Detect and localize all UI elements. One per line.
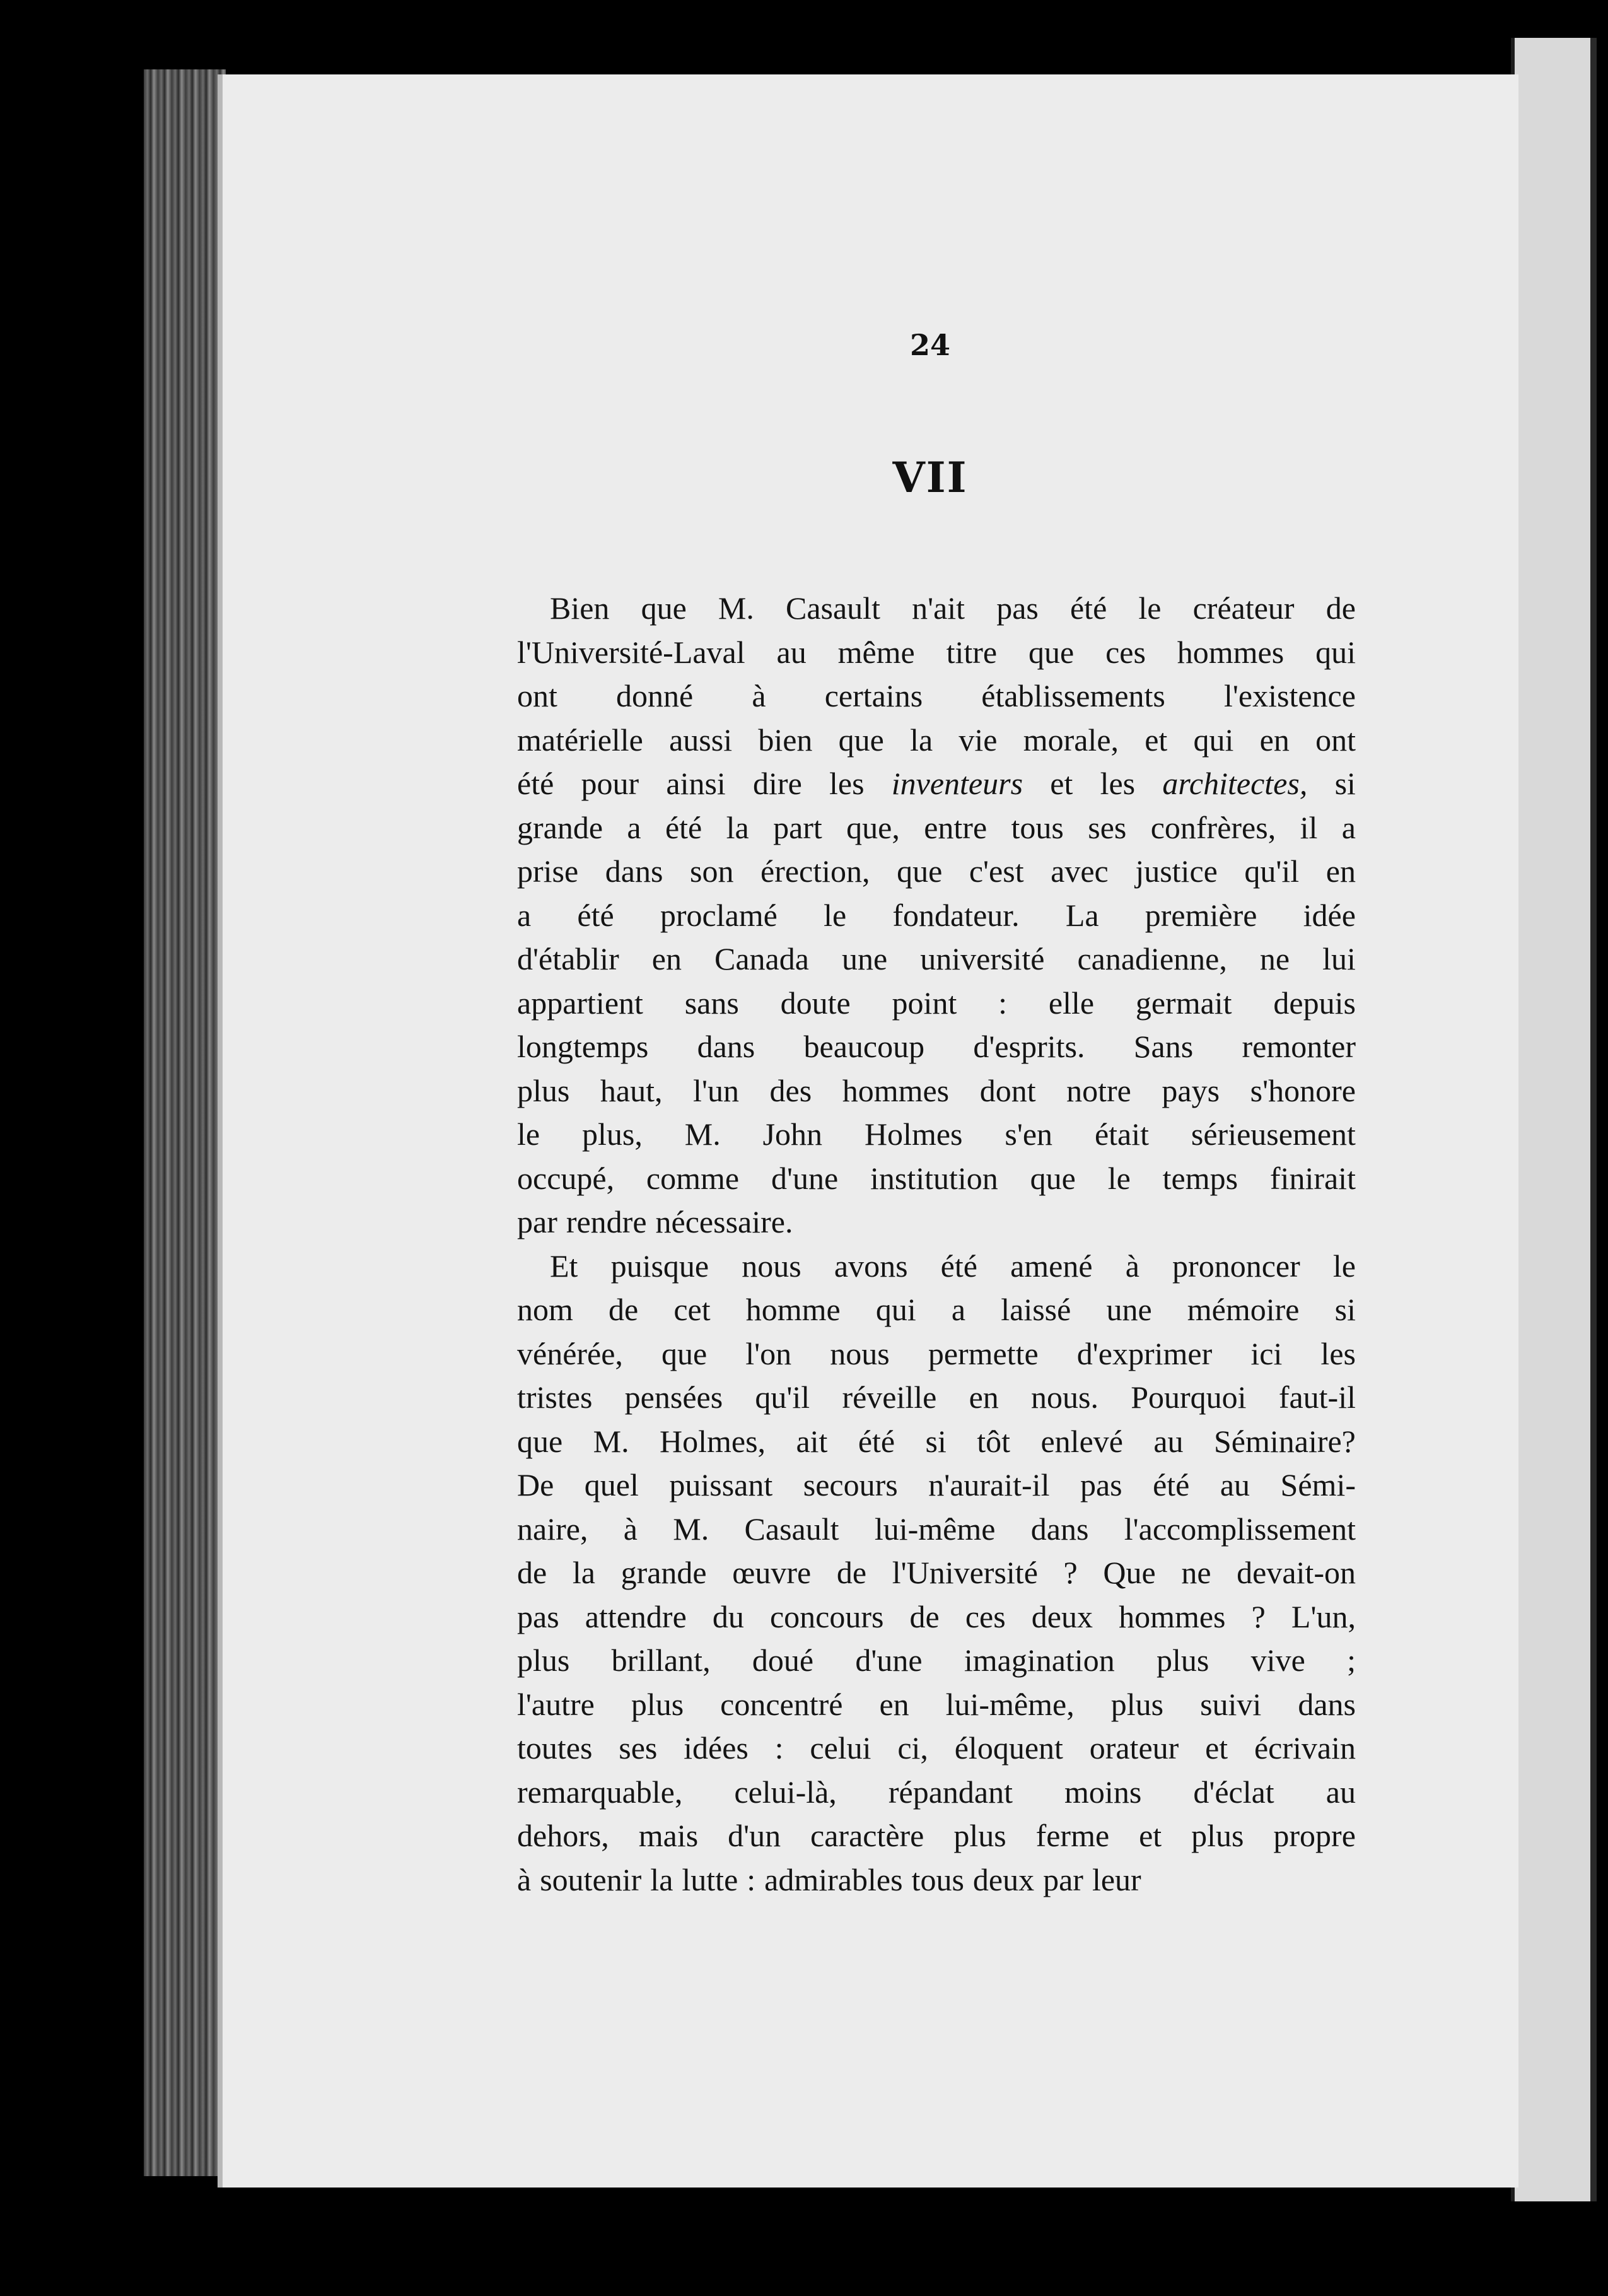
word: ont (517, 678, 557, 713)
word: avec (1051, 853, 1109, 889)
text-line (517, 1025, 1356, 1069)
word: Séminaire? (1213, 1423, 1356, 1459)
word: était (1094, 1116, 1150, 1152)
word: sans (684, 985, 739, 1021)
word: Sémi- (1280, 1467, 1356, 1502)
word: Sans (1133, 1029, 1194, 1064)
word: proclamé (660, 897, 778, 933)
text-line (517, 1113, 1356, 1157)
text-line (517, 1069, 1356, 1113)
text-line (517, 1288, 1356, 1332)
word: dehors, (517, 1818, 609, 1853)
paragraph (517, 1245, 1356, 1902)
word: en (969, 1379, 999, 1415)
word: devait-on (1237, 1555, 1356, 1590)
word: de (836, 1555, 867, 1590)
word: hommes (1177, 634, 1285, 670)
word: à (517, 1861, 532, 1897)
word: permette (928, 1335, 1039, 1371)
word: que (517, 1423, 563, 1459)
word: le (824, 897, 847, 933)
word: tous (911, 1861, 964, 1897)
word: Holmes (864, 1116, 963, 1152)
word: enlevé (1040, 1423, 1123, 1459)
word: : (774, 1730, 784, 1766)
word: a (1341, 809, 1356, 845)
word: elle (1048, 985, 1095, 1021)
word: fondateur. (892, 897, 1020, 933)
word: lui-même, (945, 1686, 1075, 1722)
word: qui (875, 1292, 916, 1327)
word: naire, (517, 1511, 588, 1547)
word: plus (631, 1686, 684, 1722)
word: éloquent (954, 1730, 1063, 1766)
word: à (1125, 1248, 1139, 1284)
word: la (572, 1555, 595, 1590)
word: été (665, 809, 702, 845)
word: Holmes, (659, 1423, 766, 1459)
word: donné (616, 678, 694, 713)
word: notre (1066, 1072, 1131, 1108)
word: propre (1273, 1818, 1356, 1853)
word: attendre (585, 1598, 687, 1634)
text-line (517, 1726, 1356, 1771)
word: Canada (714, 941, 809, 976)
word: temps (1162, 1160, 1238, 1196)
word: ses (1088, 809, 1127, 845)
word: que (661, 1335, 708, 1371)
word: même (837, 634, 915, 670)
word: laissé (1001, 1292, 1071, 1327)
word: au (1153, 1423, 1184, 1459)
word: grande (517, 809, 603, 845)
word: établissements (981, 678, 1165, 713)
word: remarquable, (517, 1774, 683, 1810)
text-line (517, 674, 1356, 718)
word: dans (1030, 1511, 1089, 1547)
word: que (641, 590, 687, 626)
word: que (838, 722, 884, 758)
word: en (651, 941, 682, 976)
word: toutes (517, 1730, 593, 1766)
word: tous (1011, 809, 1064, 845)
text-line (517, 937, 1356, 981)
word: puissant (669, 1467, 773, 1502)
word: le (517, 1116, 540, 1152)
word: il (1300, 809, 1318, 845)
word: M. (673, 1511, 709, 1547)
word: dire (753, 766, 802, 801)
word: pas (996, 590, 1039, 626)
word: Bien (550, 590, 610, 626)
word: pas (517, 1598, 559, 1634)
word: qu'il (755, 1379, 810, 1415)
word: et (1050, 766, 1073, 801)
word: et (1145, 722, 1168, 758)
word: à (752, 678, 766, 713)
text-line (517, 850, 1356, 894)
word: doute (780, 985, 851, 1021)
word: deux (1031, 1598, 1093, 1634)
word: plus (953, 1818, 1006, 1853)
word: à (623, 1511, 638, 1547)
word: concentré (720, 1686, 843, 1722)
word: de (909, 1598, 940, 1634)
word: en (1259, 722, 1290, 758)
word: l'autre (517, 1686, 595, 1722)
word: La (1065, 897, 1099, 933)
word: Casault (744, 1511, 839, 1547)
body-text (517, 587, 1356, 1902)
text-line (517, 806, 1356, 850)
word: réveille (842, 1379, 937, 1415)
word: part (773, 809, 822, 845)
word: pays (1162, 1072, 1220, 1108)
word: plus, (581, 1116, 643, 1152)
text-line (517, 1332, 1356, 1376)
word: M. (593, 1423, 629, 1459)
word: qui (1193, 722, 1234, 758)
word: le (1107, 1160, 1131, 1196)
word: été (1069, 590, 1107, 626)
word: institution (870, 1160, 998, 1196)
word: si (1334, 1292, 1356, 1327)
word: L'un, (1291, 1598, 1356, 1634)
word: écrivain (1254, 1730, 1356, 1766)
word: l'on (745, 1335, 792, 1371)
word: qu'il (1244, 853, 1300, 889)
word: les (1100, 766, 1136, 801)
word: d'une (771, 1160, 839, 1196)
word: secours (803, 1467, 898, 1502)
word: homme (745, 1292, 841, 1327)
next-page-edge (1511, 38, 1597, 2201)
word: c'est (969, 853, 1024, 889)
word: université (920, 941, 1045, 976)
word: lutte (682, 1861, 738, 1897)
word: de (609, 1292, 639, 1327)
word: M. (684, 1116, 721, 1152)
word: dans (605, 853, 663, 889)
word: si (1334, 766, 1356, 801)
word: mémoire (1187, 1292, 1300, 1327)
word: d'exprimer (1076, 1335, 1213, 1371)
word: haut, (600, 1072, 663, 1108)
text-line (517, 894, 1356, 938)
text-line (517, 587, 1356, 631)
word: suivi (1200, 1686, 1262, 1722)
word: imagination (964, 1643, 1115, 1678)
word: dans (697, 1029, 755, 1064)
word: bien (758, 722, 813, 758)
word: hommes (842, 1072, 950, 1108)
word: inventeurs (891, 766, 1023, 801)
word: quel (584, 1467, 639, 1502)
word: l'existence (1224, 678, 1356, 713)
word: les (829, 766, 865, 801)
word: répandant (888, 1774, 1013, 1810)
word: orateur (1089, 1730, 1179, 1766)
word: ait (796, 1423, 828, 1459)
word: la (726, 809, 749, 845)
word: brillant, (611, 1643, 711, 1678)
word: confrères, (1150, 809, 1276, 845)
word: Casault (785, 590, 880, 626)
word: plus (517, 1072, 570, 1108)
text-line (517, 1683, 1356, 1727)
word: une (1106, 1292, 1152, 1327)
word: puisque (610, 1248, 709, 1284)
word: s'en (1005, 1116, 1053, 1152)
word: œuvre (732, 1555, 812, 1590)
word: canadienne, (1077, 941, 1227, 976)
word: faut-il (1278, 1379, 1356, 1415)
word: leur (1092, 1861, 1141, 1897)
word: été (577, 897, 614, 933)
word: tôt (977, 1423, 1011, 1459)
word: au (776, 634, 807, 670)
word: moins (1064, 1774, 1142, 1810)
stacked-page-edges (144, 69, 226, 2176)
word: matérielle (517, 722, 643, 758)
word: comme (646, 1160, 740, 1196)
word: prononcer (1172, 1248, 1300, 1284)
word: l'un (693, 1072, 739, 1108)
word: ne (1181, 1555, 1211, 1590)
word: justice (1135, 853, 1218, 889)
word: prise (517, 853, 579, 889)
word: lui-même (874, 1511, 996, 1547)
word: des (769, 1072, 812, 1108)
word: depuis (1273, 985, 1356, 1021)
word: que (897, 853, 943, 889)
word: M. (718, 590, 754, 626)
word: cet (673, 1292, 711, 1327)
text-line (517, 1551, 1356, 1595)
word: rendre (566, 1204, 647, 1239)
word: en (879, 1686, 909, 1722)
word: d'esprits. (973, 1029, 1085, 1064)
text-line (517, 718, 1356, 763)
text-line (517, 1814, 1356, 1858)
word: par (1043, 1861, 1083, 1897)
text-line (517, 1858, 1356, 1902)
word: du (712, 1598, 744, 1634)
word: pensées (624, 1379, 723, 1415)
word: le (1138, 590, 1162, 626)
word: les (1320, 1335, 1356, 1371)
word: si (925, 1423, 947, 1459)
word: ferme (1035, 1818, 1110, 1853)
word: que (1030, 1160, 1076, 1196)
word: beaucoup (803, 1029, 925, 1064)
word: de (1325, 590, 1356, 626)
word: Pourquoi (1131, 1379, 1247, 1415)
word: longtemps (517, 1029, 649, 1064)
word: ont (1315, 722, 1356, 758)
word: au (1325, 1774, 1356, 1810)
word: concours (769, 1598, 884, 1634)
text-line (517, 1771, 1356, 1815)
word: été (858, 1423, 895, 1459)
word: été (940, 1248, 977, 1284)
word: a (951, 1292, 966, 1327)
word: plus (1110, 1686, 1164, 1722)
word: morale, (1023, 722, 1119, 758)
chapter-heading: VII (892, 453, 968, 502)
word: le (1332, 1248, 1356, 1284)
word: nom (517, 1292, 573, 1327)
word: l'Université (892, 1555, 1038, 1590)
word: deux (972, 1861, 1035, 1897)
word: son (689, 853, 734, 889)
word: : (998, 985, 1008, 1021)
word: ces (965, 1598, 1006, 1634)
text-line (517, 631, 1356, 675)
word: pas (1080, 1467, 1122, 1502)
text-line (517, 981, 1356, 1026)
word: caractère (810, 1818, 924, 1853)
word: germait (1135, 985, 1232, 1021)
text-line (517, 1508, 1356, 1552)
word: : (747, 1861, 756, 1897)
word: de (517, 1555, 547, 1590)
word: créateur (1192, 590, 1295, 626)
word: remonter (1242, 1029, 1356, 1064)
text-line (517, 1245, 1356, 1289)
word: plus (1156, 1643, 1209, 1678)
word: admirables (764, 1861, 903, 1897)
word: soutenir (540, 1861, 642, 1897)
word: l'Université-Laval (517, 634, 745, 670)
word: vénérée, (517, 1335, 623, 1371)
word: pour (581, 766, 639, 801)
word: avons (834, 1248, 908, 1284)
text-line (517, 1376, 1356, 1420)
word: a (627, 809, 641, 845)
word: ses (619, 1730, 658, 1766)
text-line (517, 762, 1356, 806)
word: nous (742, 1248, 801, 1284)
word: lui (1322, 941, 1356, 976)
word: dont (979, 1072, 1036, 1108)
text-line (517, 1639, 1356, 1683)
word: vive (1250, 1643, 1305, 1678)
word: nous. (1031, 1379, 1098, 1415)
word: première (1145, 897, 1257, 933)
word: et (1139, 1818, 1162, 1853)
paragraph (517, 587, 1356, 1245)
word: John (762, 1116, 823, 1152)
word: aussi (669, 722, 733, 758)
word: point (892, 985, 957, 1021)
word: Et (550, 1248, 578, 1284)
word: ces (1105, 634, 1146, 670)
word: ainsi (666, 766, 726, 801)
word: idée (1303, 897, 1356, 933)
word: été (1153, 1467, 1190, 1502)
word: architectes, (1162, 766, 1308, 801)
word: hommes (1119, 1598, 1226, 1634)
word: que (1028, 634, 1075, 670)
word: la (650, 1861, 673, 1897)
word: qui (1315, 634, 1356, 670)
word: ; (1347, 1643, 1356, 1678)
word: été (517, 766, 554, 801)
word: plus (517, 1643, 570, 1678)
text-line (517, 1157, 1356, 1201)
text-line (517, 1200, 1356, 1245)
text-line (517, 1463, 1356, 1508)
word: d'éclat (1193, 1774, 1274, 1810)
word: sérieusement (1191, 1116, 1356, 1152)
word: érection, (760, 853, 870, 889)
word: ci, (897, 1730, 928, 1766)
word: titre (946, 634, 998, 670)
word: et (1205, 1730, 1228, 1766)
word: Que (1103, 1555, 1156, 1590)
word: la (910, 722, 933, 758)
word: ? (1063, 1555, 1078, 1590)
word: occupé, (517, 1160, 615, 1196)
page-number: 24 (909, 328, 950, 362)
word: grande (620, 1555, 707, 1590)
word: n'aurait-il (928, 1467, 1050, 1502)
word: certains (824, 678, 923, 713)
word: tristes (517, 1379, 593, 1415)
word: doué (752, 1643, 814, 1678)
word: finirait (1269, 1160, 1356, 1196)
word: ? (1251, 1598, 1266, 1634)
word: nécessaire. (655, 1204, 793, 1239)
word: au (1220, 1467, 1250, 1502)
word: a (517, 897, 532, 933)
word: entre (924, 809, 988, 845)
word: d'un (728, 1818, 781, 1853)
word: une (842, 941, 888, 976)
word: d'une (855, 1643, 923, 1678)
word: celui-là, (734, 1774, 837, 1810)
word: s'honore (1250, 1072, 1356, 1108)
word: appartient (517, 985, 643, 1021)
text-line (517, 1595, 1356, 1639)
word: nous (830, 1335, 890, 1371)
word: plus (1191, 1818, 1244, 1853)
word: vie (958, 722, 998, 758)
word: amené (1010, 1248, 1093, 1284)
word: par (517, 1204, 557, 1239)
word: celui (810, 1730, 871, 1766)
word: ici (1250, 1335, 1283, 1371)
word: De (517, 1467, 554, 1502)
word: mais (638, 1818, 699, 1853)
text-line (517, 1420, 1356, 1464)
word: que, (846, 809, 900, 845)
word: dans (1298, 1686, 1356, 1722)
word: idées (684, 1730, 749, 1766)
word: en (1325, 853, 1356, 889)
word: l'accomplissement (1124, 1511, 1356, 1547)
word: ne (1259, 941, 1290, 976)
word: n'ait (912, 590, 965, 626)
word: d'établir (517, 941, 619, 976)
